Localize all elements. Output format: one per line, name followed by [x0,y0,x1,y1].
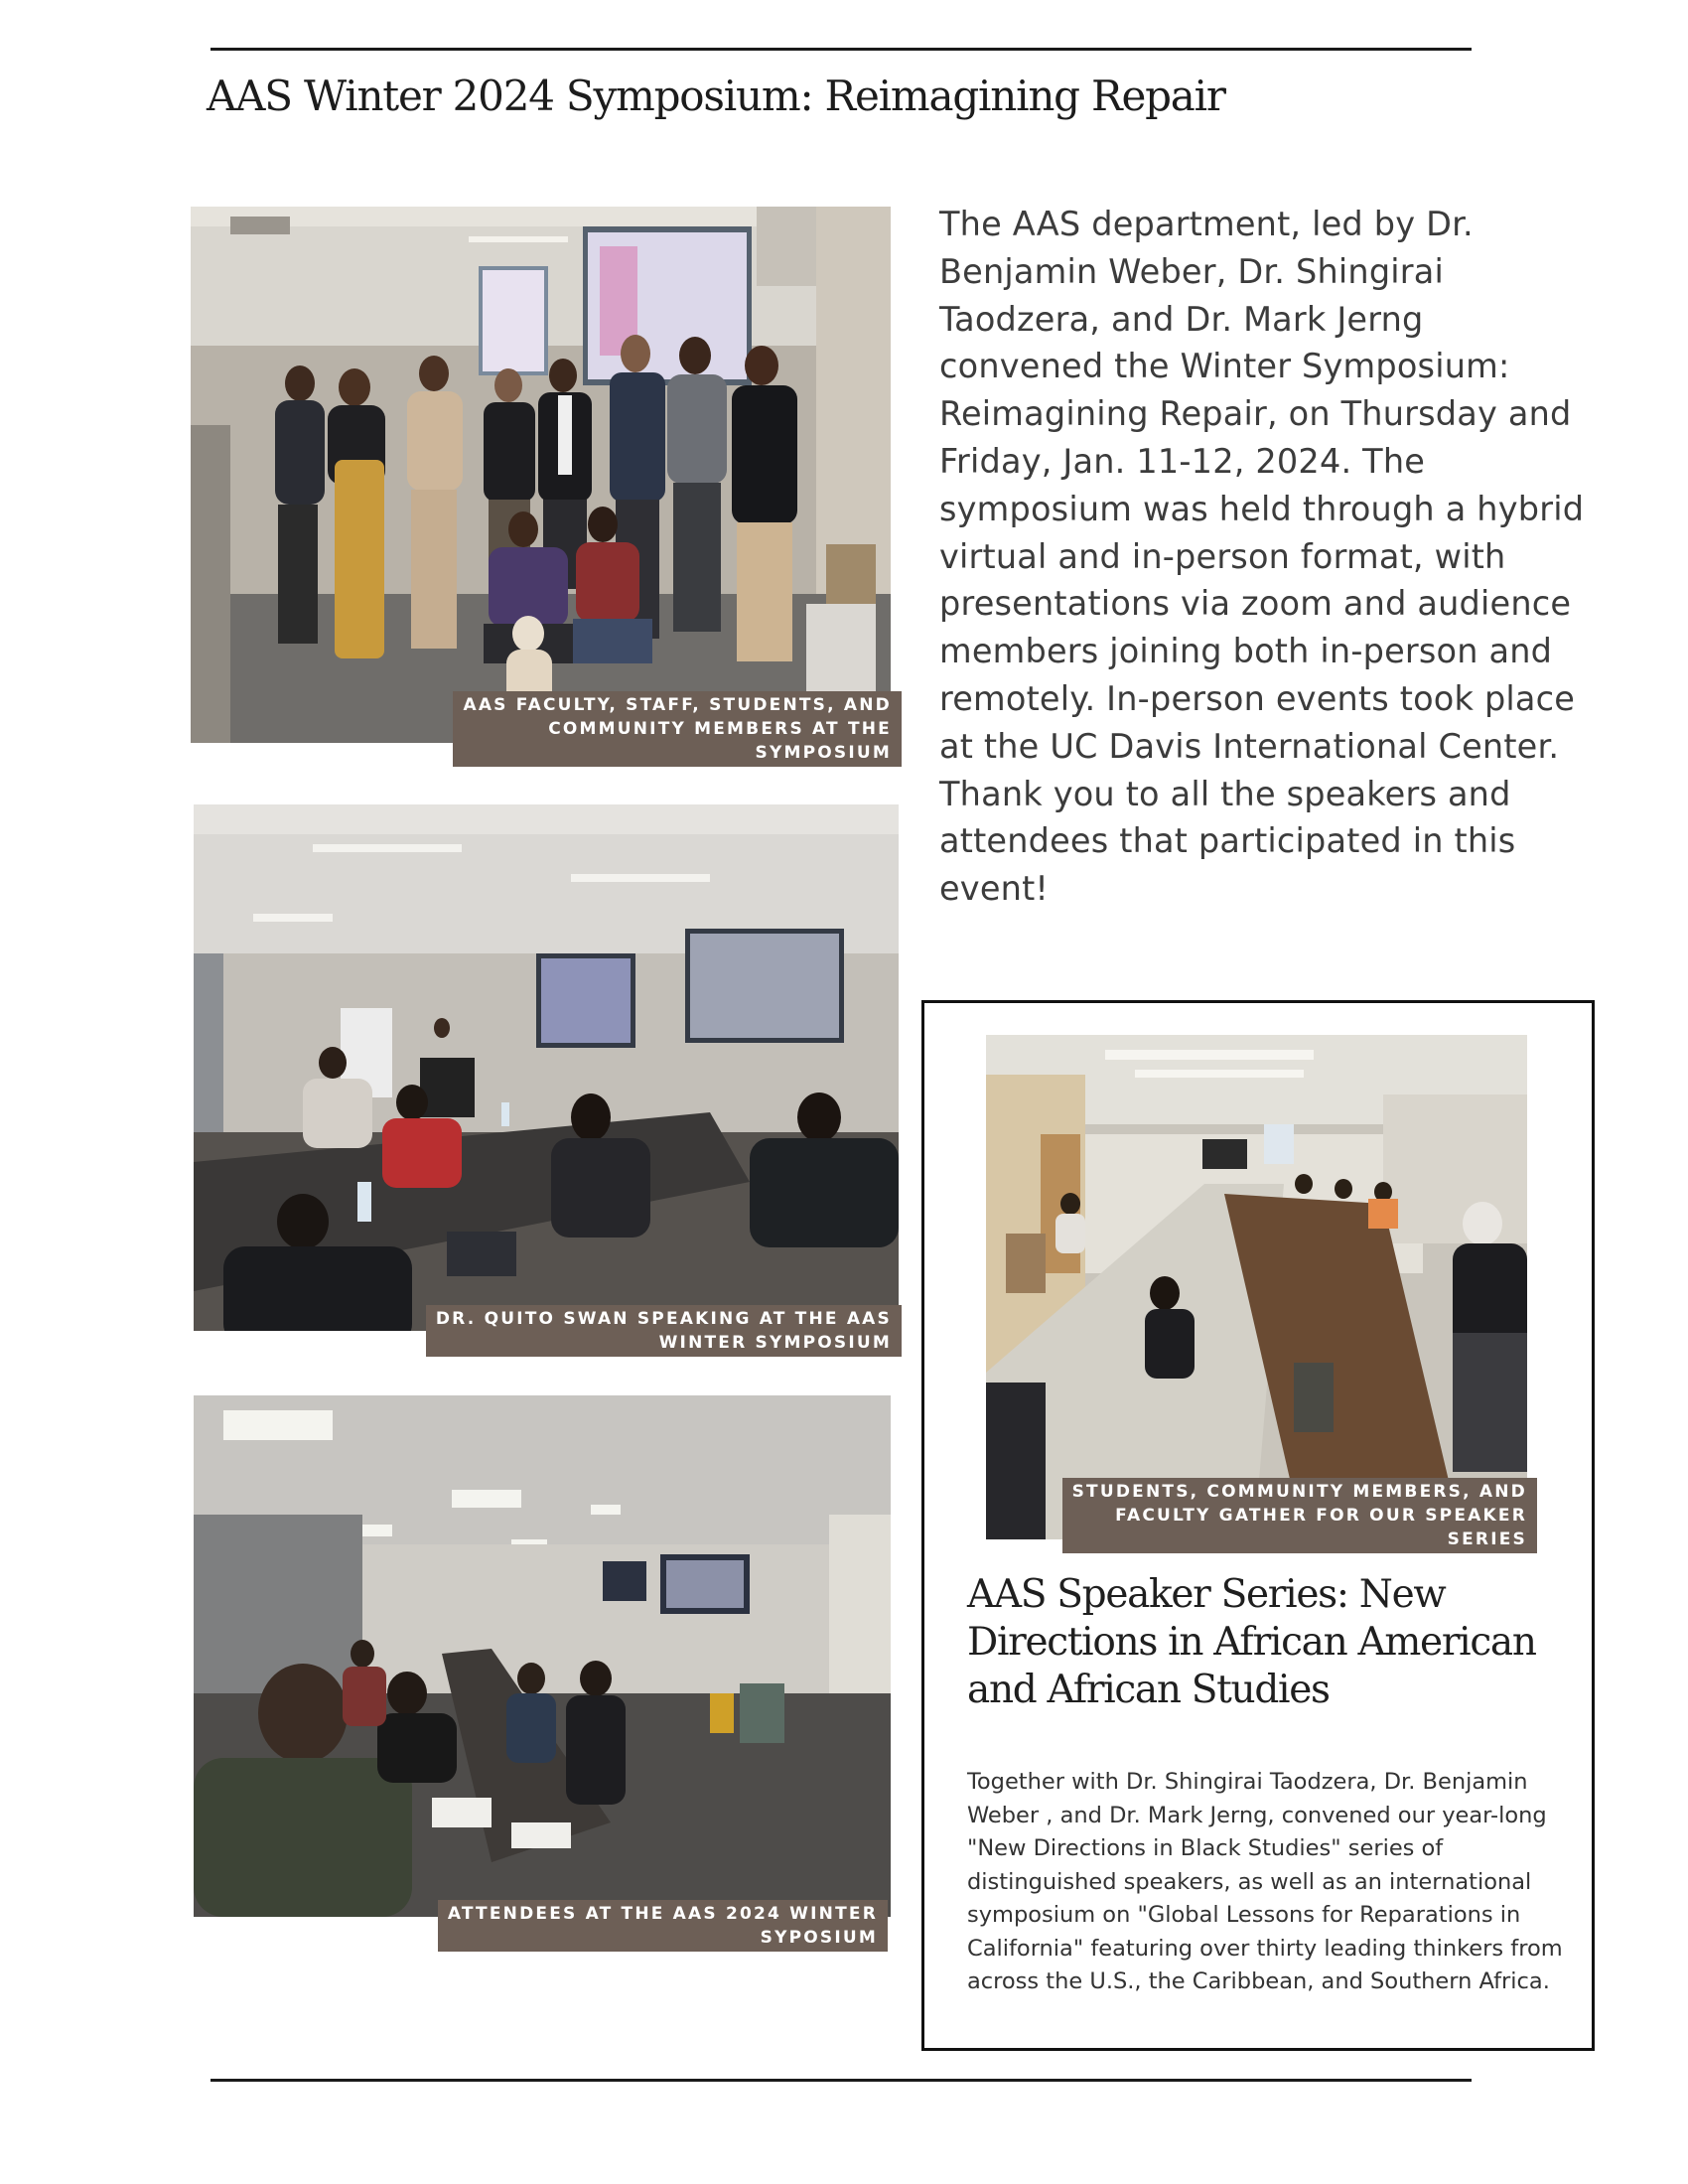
photo-caption-speaker [426,1305,902,1357]
article-body: The AAS department, led by Dr. Benjamin Weber, Dr. Shingirai Taodzera, and Dr. Mark Jerng convened the Winter Symposium: Reimagining Repair, on Thursday and Friday, Jan. 11-12, 2024. The symposium was held through a hybrid virtual and in-person format, with presentations via zoom and audience members joining both in-person and remotely. In-person events took place at the UC Davis International Center. Thank you to all the speakers and attendees that participated in this event! [939,205,1585,909]
photo-caption-attendees [438,1900,888,1952]
top-rule [211,48,1472,51]
caption-line: SYPOSIUM [760,1928,878,1948]
caption-line: COMMUNITY MEMBERS AT THE [548,719,892,739]
attendees-photo [194,1395,891,1917]
caption-line: DR. QUITO SWAN SPEAKING AT THE AAS [435,1309,892,1329]
caption-line: AAS FACULTY, STAFF, STUDENTS, AND [463,695,892,715]
caption-line: SERIES [1447,1529,1527,1549]
bottom-rule [211,2079,1472,2082]
speaker-series-body: Together with Dr. Shingirai Taodzera, Dr. Benjamin Weber , and Dr. Mark Jerng, convened our year-long "New Directions in Black Studies" series of distinguished speakers, as well as an international symposium on "Global Lessons for Reparations in California" featuring over thirty leading thinkers from across the U.S., the Caribbean, and Southern Africa. [967,1769,1563,1994]
photo-caption-speaker-series [1062,1478,1537,1553]
caption-line: SYMPOSIUM [755,743,892,763]
speaker-photo [194,804,899,1331]
group-photo [191,207,891,743]
caption-line: WINTER SYMPOSIUM [658,1333,892,1353]
caption-line: ATTENDEES AT THE AAS 2024 WINTER [447,1904,878,1924]
page-title: AAS Winter 2024 Symposium: Reimagining Repair [207,72,1225,120]
photo-caption-group [453,691,902,767]
caption-line: STUDENTS, COMMUNITY MEMBERS, AND [1071,1482,1527,1502]
caption-line: FACULTY GATHER FOR OUR SPEAKER [1115,1506,1527,1526]
speaker-series-photo [986,1035,1527,1539]
speaker-series-title: AAS Speaker Series: New Directions in African American and African Studies [967,1572,1536,1712]
